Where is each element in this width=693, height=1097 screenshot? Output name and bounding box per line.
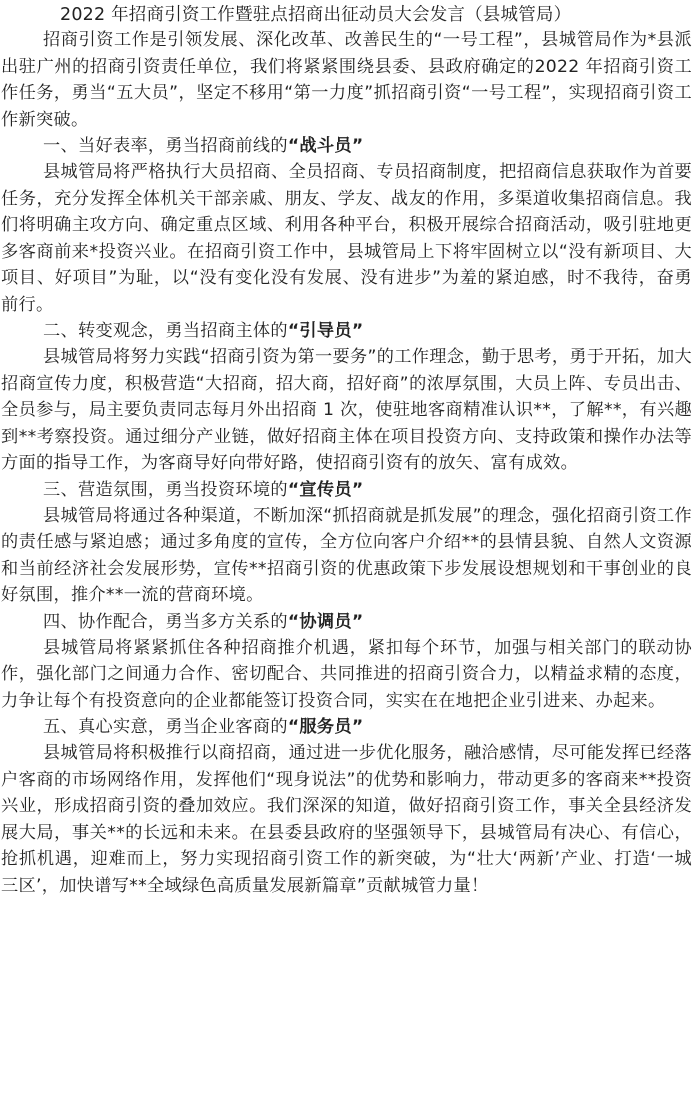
section-4-heading: [0, 609, 693, 635]
section-2-heading-role: “引导员”: [287, 321, 364, 341]
section-1-heading-role: “战斗员”: [287, 136, 364, 156]
section-1-heading: [0, 133, 693, 159]
section-3-heading-text: 三、营造氛围，勇当投资环境的: [43, 479, 288, 500]
section-3-heading-role: “宣传员”: [287, 479, 364, 500]
section-4-body: 县城管局将紧紧抓住各种招商推介机遇，紧扣每个环节，加强与相关部门的联动协作，强化部门之间通力合作、密切配合、共同推进的招商引资合力，以精益求精的态度，力争让每个有投资意向的企业都能签订投资合同，实实在在地把企业引进来、办起来。: [1, 637, 692, 711]
section-5-heading: [0, 714, 693, 740]
document-title: 2022 年招商引资工作暨驻点招商出征动员大会发言（县城管局）: [60, 5, 572, 25]
section-2-body: 县城管局将努力实践“招商引资为第一要务”的工作理念，勤于思考，勇于开拓，加大招商宣传力度，积极营造“大招商，招大商，招好商”的浓厚氛围，大员上阵、专员出击、全员参与，局主要负责同志每月外出招商 1 次，使驻地客商精准认识**，了解**，有兴趣到**考察投资。通过细分产业链，做好招商主体在项目投资方向、支持政策和操作办法等方面的指导工作，为客商导好向带好路，使招商引资有的放矢、富有成效。: [1, 347, 692, 473]
section-5-heading-role: “服务员”: [287, 717, 364, 737]
section-4-heading-text: 四、协作配合，勇当多方关系的: [43, 611, 288, 632]
section-1-body: 县城管局将严格执行大员招商、全员招商、专员招商制度，把招商信息获取作为首要任务，充分发挥全体机关干部亲戚、朋友、学友、战友的作用，多渠道收集招商信息。我们将明确主攻方向、确定重点区域、利用各种平台，积极开展综合招商活动，吸引驻地更多客商前来*投资兴业。在招商引资工作中，县城管局上下将牢固树立以“没有新项目、大项目、好项目”为耻，以“没有变化没有发展、没有进步”为羞的紧迫感，时不我待，奋勇前行。: [1, 162, 692, 315]
section-3-body: 县城管局将通过各种渠道，不断加深“抓招商就是抓发展”的理念，强化招商引资工作的责任感与紧迫感；通过多角度的宣传，全方位向客户介绍**的县情县貌、自然人文资源和当前经济社会发展形势，宣传**招商引资的优惠政策下步发展设想规划和干事创业的良好氛围，推介**一流的营商环境。: [1, 505, 692, 605]
section-1-heading-text: 一、当好表率，勇当招商前线的: [43, 136, 288, 156]
intro-paragraph: 招商引资工作是引领发展、深化改革、改善民生的“一号工程”，县城管局作为*县派出驻广州的招商引资责任单位，我们将紧紧围绕县委、县政府确定的2022 年招商引资工作任务，勇当“五大员”，坚定不移用“第一力度”抓招商引资“一号工程”，实现招商引资工作新突破。: [1, 30, 692, 130]
section-4-heading-role: “协调员”: [287, 611, 364, 632]
section-3-heading: [0, 477, 693, 503]
section-5-heading-text: 五、真心实意，勇当企业客商的: [43, 717, 288, 737]
section-5-body: 县城管局将积极推行以商招商，通过进一步优化服务，融洽感情，尽可能发挥已经落户客商的市场网络作用，发挥他们“现身说法”的优势和影响力，带动更多的客商来**投资兴业，形成招商引资的叠加效应。我们深深的知道，做好招商引资工作，事关全县经济发展大局，事关**的长远和未来。在县委县政府的坚强领导下，县城管局有决心、有信心，抢抓机遇，迎难而上，努力实现招商引资工作的新突破，为“壮大‘两新’产业、打造‘一城三区’，加快谱写**全域绿色高质量发展新篇章”贡献城管力量！: [1, 743, 692, 896]
section-2-heading: [0, 318, 693, 344]
section-2-heading-text: 二、转变观念，勇当招商主体的: [43, 321, 288, 341]
